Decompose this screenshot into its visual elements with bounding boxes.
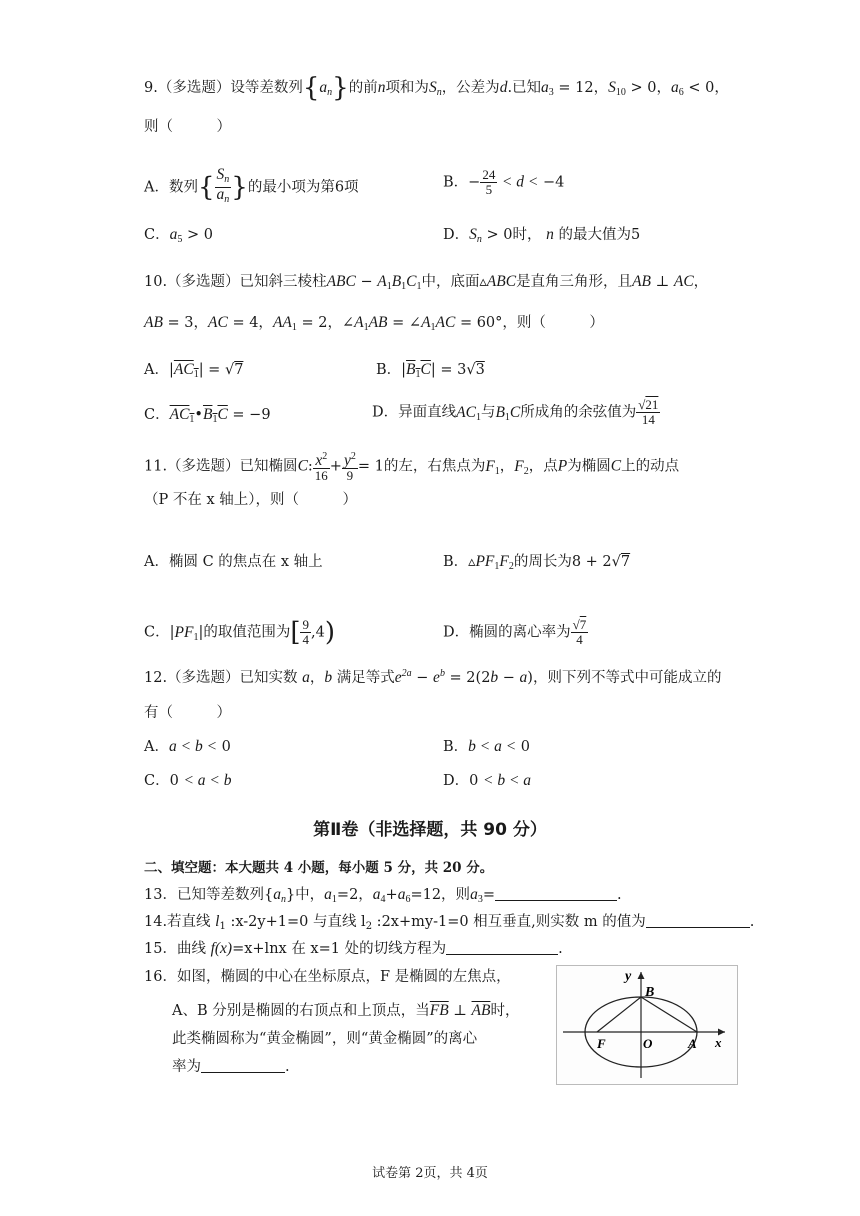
q11-option-a: A．椭圆 C 的焦点在 x 轴上 (144, 554, 323, 570)
q11-stem-line2: （P 不在 x 轴上），则（ ） (144, 492, 358, 508)
q13-answer-blank[interactable] (495, 885, 617, 901)
q9-stem-line2: 则（ ） (144, 119, 231, 135)
q10-stem-line2: AB = 3，AC = 4，$AA_1 = 2$，$\angle A_1AB$ = $\angle A_1AC = 60^\circ$，则（ ） (144, 314, 604, 333)
segment-fb (597, 997, 641, 1032)
ellipse-figure (556, 965, 738, 1085)
q9-option-b: B．− $\frac{24}{5}$ < d < −4 (443, 167, 565, 197)
q10-option-d: D．异面直线$AC_1$与$B_1C$所成角的余弦值为 $\frac{√21}{14}$ (372, 397, 659, 427)
label-y: y (625, 969, 632, 984)
q13: 13．已知等差数列$\{a_n\}$中，$a_1=2$，$a_4+a_6=12$，则$a_3=$ . (144, 886, 622, 905)
q12-option-a: A．a < b < 0 (144, 738, 231, 755)
q14: 14.若直线 $l_1$ :x-2y+1=0 与直线 $l_2$ :2x+my-1=0 相互垂直,则实数 m 的值为 . (144, 913, 755, 932)
q16-line1: 16．如图，椭圆的中心在坐标原点，F 是椭圆的左焦点， (144, 969, 511, 985)
q10-option-b: B．$|B_1C| = 3√3$ (376, 361, 485, 380)
fill-in-heading: 二、填空题：本大题共 4 小题，每小题 5 分，共 20 分。 (144, 860, 494, 876)
label-f: F (597, 1036, 606, 1051)
q10-stem: 10.（多选题）已知斜三棱柱ABC − $A_1B_1C_1$中，底面▵ABC是直角三角形，且AB ⊥ AC， (144, 273, 709, 292)
q9-option-a: A．数列{ $\frac{S_n}{a_n}$ }的最小项为第6项 (144, 166, 359, 205)
q12-stem: 12.（多选题）已知实数 a，b 满足等式$e^{2a} - e^b = 2(2b - a)$，则下列不等式中可能成立的 (144, 668, 722, 686)
q10-option-c: C．$AC_1•B_1C = -9$ (144, 406, 271, 425)
q12-stem-line2: 有（ ） (144, 705, 231, 721)
ellipse-diagram (557, 966, 737, 1084)
q12-option-d: D．0 < b < a (443, 772, 532, 789)
q11-option-d: D．椭圆的离心率为 $\frac{√7}{4}$ (443, 617, 587, 647)
q12-option-b: B．b < a < 0 (443, 738, 531, 755)
q9-option-c: C．$a_5 > 0$ (144, 226, 213, 245)
q11-option-c: C．$|PF_1|$的取值范围为[ $\frac{9}{4}$ ,4) (144, 617, 335, 648)
q16-answer-blank[interactable] (201, 1057, 285, 1073)
label-b: B (645, 985, 655, 1000)
q15: 15．曲线 f(x)=x+lnx 在 x=1 处的切线方程为 . (144, 940, 563, 957)
q12-option-c: C．0 < a < b (144, 772, 232, 789)
page-footer: 试卷第 2页，共 4页 (372, 1166, 488, 1181)
q10-option-a: A．$|AC_1| = √7$ (144, 361, 244, 380)
label-x: x (715, 1035, 722, 1050)
q9-option-d: D．$S_n > 0$时， n 的最大值为5 (443, 226, 641, 245)
q16-line4: 率为 . (172, 1059, 290, 1075)
q16-line3: 此类椭圆称为“黄金椭圆”，则“黄金椭圆”的离心 (172, 1031, 478, 1047)
q9-stem: 9.（多选题）设等差数列$\{a_n\}$的前n项和为$S_n$，公差为d.已知$a_3 = 12$，$S_{10} > 0$，$a_6 < 0$， (144, 73, 729, 103)
q11-stem: 11.（多选题）已知椭圆C: $\frac{x^2}{16}$ + $\frac{y^2}{9}$ = 1的左，右焦点为$F_1$，$F_2$，点P为椭圆C上的动点 (144, 451, 680, 483)
label-a: A (688, 1036, 697, 1051)
part2-title: 第Ⅱ卷（非选择题，共 90 分） (313, 820, 547, 840)
q16-line2: A、B 分别是椭圆的右顶点和上顶点，当$\overline{FB}$ ⊥ $\overline{AB}$时， (172, 1002, 520, 1019)
label-o: O (643, 1036, 653, 1051)
q11-option-b: B．$▵PF_1F_2$的周长为8 + 2√7 (443, 553, 631, 572)
q14-answer-blank[interactable] (646, 912, 750, 928)
q15-answer-blank[interactable] (446, 939, 558, 955)
